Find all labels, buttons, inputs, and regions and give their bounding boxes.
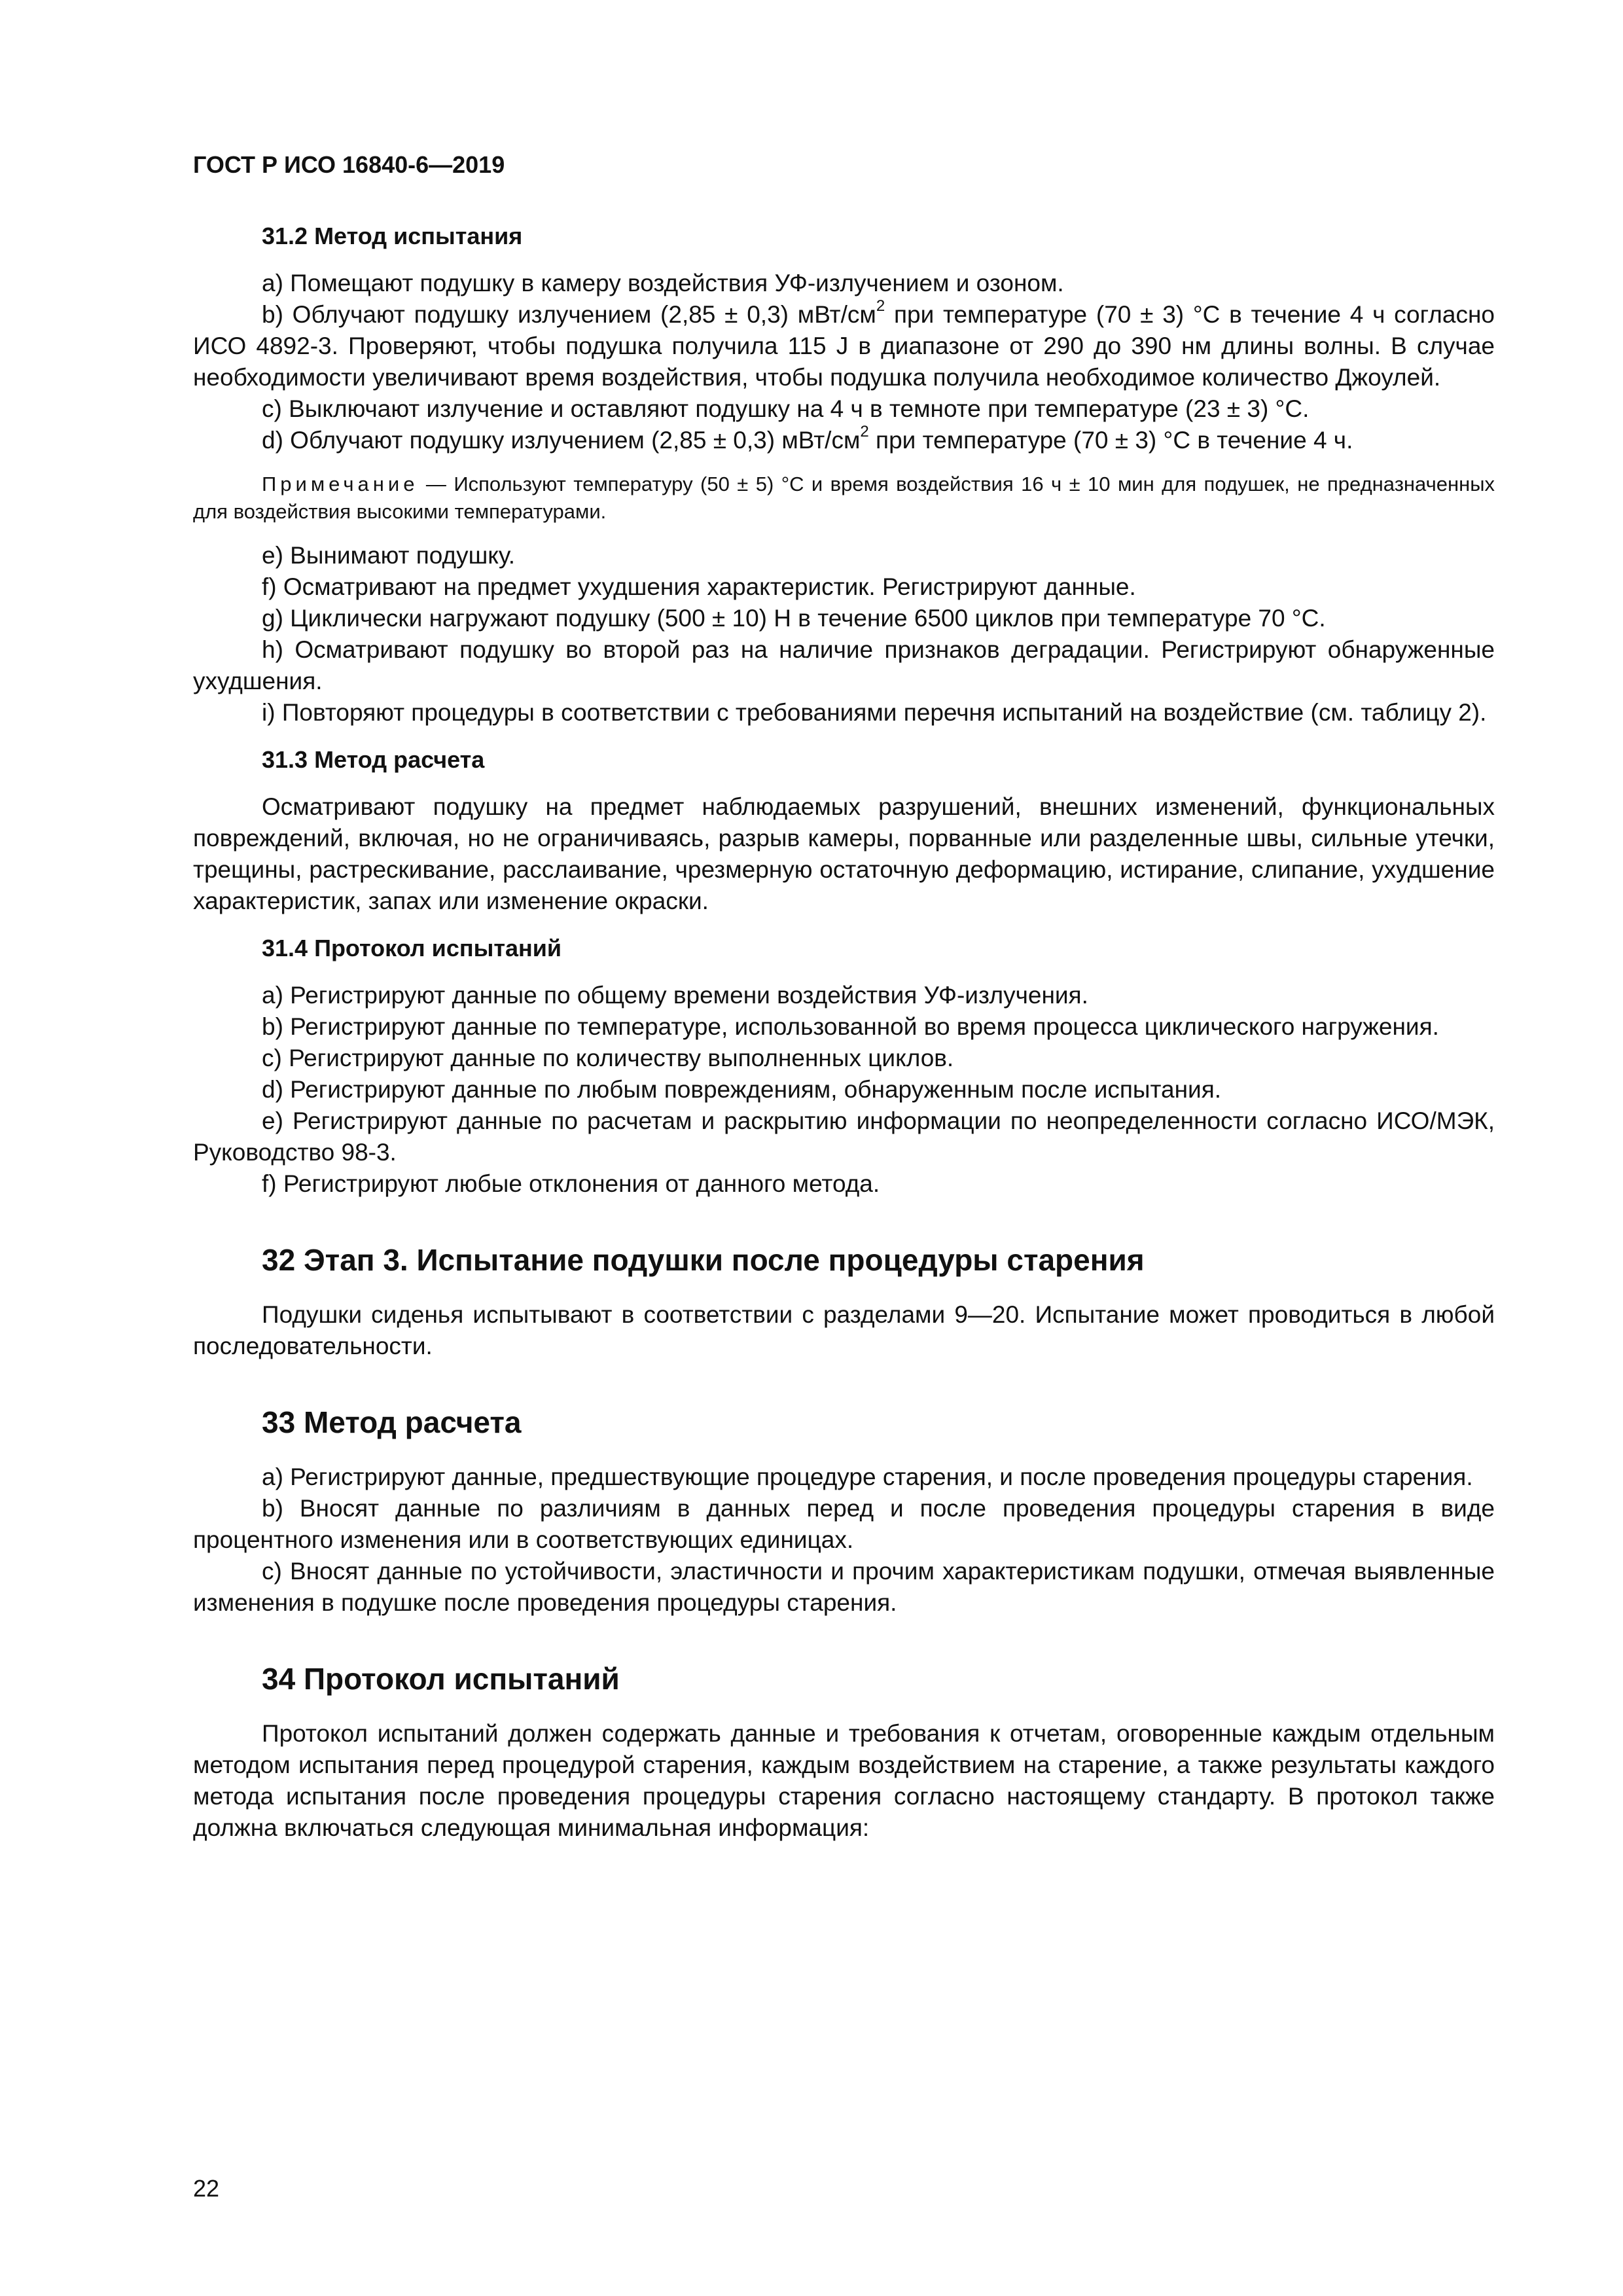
paragraph-34: Протокол испытаний должен содержать данные и требования к отчетам, оговоренные каждым отдельным методом испытания перед процедурой старения, каждым воздействием на старение, а также результаты каждого метода испытания после проведения процедуры старения согласно настоящему стандарту. В протокол также должна включаться следующая минимальная информация: [193, 1720, 1495, 1841]
item-31-2-b: b) Облучают подушку излучением (2,85 ± 0,3) мВт/$см^2$ при температуре (70 ± 3) °С в течение 4 ч согласно ИСО 4892-3. Проверяют, чтобы подушка получила 115 J в диапазоне от 290 до 390 нм длины волны. В случае необходимости увеличивают время воздействия, чтобы подушка получила необходимое количество Джоулей. [193, 296, 1495, 391]
item-33-a: a) Регистрируют данные, предшествующие процедуре старения, и после проведения процедуры старения. [262, 1463, 1473, 1490]
item-31-2-f: f) Осматривают на предмет ухудшения характеристик. Регистрируют данные. [262, 573, 1136, 600]
item-31-2-c: c) Выключают излучение и оставляют подушку на 4 ч в темноте при температуре (23 ± 3) °С. [262, 395, 1310, 422]
item-33-c: c) Вносят данные по устойчивости, эластичности и прочим характеристикам подушки, отмечая выявленные изменения в подушке после проведения процедуры старения. [193, 1558, 1495, 1616]
item-31-4-c: c) Регистрируют данные по количеству выполненных циклов. [262, 1045, 954, 1071]
note-31-2: Примечание — Используют температуру (50 ± 5) °С и время воздействия 16 ч ± 10 мин для подушек, не предназначенных для воздействия высокими температурами. [193, 473, 1495, 523]
item-31-2-a: a) Помещают подушку в камеру воздействия УФ-излучением и озоном. [262, 270, 1064, 296]
page-header-standard: ГОСТ Р ИСО 16840-6—2019 [193, 151, 505, 178]
page-number: 22 [193, 2175, 220, 2202]
paragraph-31-3: Осматривают подушку на предмет наблюдаемых разрушений, внешних изменений, функциональных повреждений, включая, но не ограничиваясь, разрыв камеры, порванные или разделенные швы, сильные утечки, трещины, растрескивание, расслаивание, чрезмерную остаточную деформацию, истирание, слипание, ухудшение характеристик, запах или изменение окраски. [193, 793, 1495, 914]
heading-section-32: 32 Этап 3. Испытание подушки после процедуры старения [262, 1243, 1145, 1277]
item-31-2-d: d) Облучают подушку излучением (2,85 ± 0,3) мВт/$см^2$ при температуре (70 ± 3) °С в течение 4 ч. [262, 422, 1353, 454]
paragraph-32: Подушки сиденья испытывают в соответствии с разделами 9—20. Испытание может проводиться в любой последовательности. [193, 1301, 1495, 1359]
item-31-4-a: a) Регистрируют данные по общему времени воздействия УФ-излучения. [262, 982, 1088, 1009]
heading-31-3: 31.3 Метод расчета [262, 746, 485, 773]
heading-section-33: 33 Метод расчета [262, 1405, 522, 1439]
item-31-4-e: e) Регистрируют данные по расчетам и раскрытию информации по неопределенности согласно ИСО/МЭК, Руководство 98-3. [193, 1107, 1495, 1166]
item-31-4-f: f) Регистрируют любые отклонения от данного метода. [262, 1170, 880, 1197]
item-31-2-g: g) Циклически нагружают подушку (500 ± 10) Н в течение 6500 циклов при температуре 70 °С. [262, 605, 1326, 632]
item-31-2-h: h) Осматривают подушку во второй раз на наличие признаков деградации. Регистрируют обнаруженные ухудшения. [193, 636, 1495, 694]
heading-31-2: 31.2 Метод испытания [262, 223, 523, 249]
heading-31-4: 31.4 Протокол испытаний [262, 935, 562, 961]
item-31-2-e: e) Вынимают подушку. [262, 542, 515, 569]
item-31-2-i: i) Повторяют процедуры в соответствии с требованиями перечня испытаний на воздействие (см. таблицу 2). [262, 699, 1487, 726]
item-33-b: b) Вносят данные по различиям в данных перед и после проведения процедуры старения в виде процентного изменения или в соответствующих единицах. [193, 1495, 1495, 1553]
document-body [193, 221, 1495, 1844]
heading-section-34: 34 Протокол испытаний [262, 1662, 620, 1696]
item-31-4-d: d) Регистрируют данные по любым повреждениям, обнаруженным после испытания. [262, 1076, 1222, 1103]
note-label: Примечание [262, 473, 419, 495]
item-31-4-b: b) Регистрируют данные по температуре, использованной во время процесса циклического нагружения. [262, 1013, 1439, 1040]
